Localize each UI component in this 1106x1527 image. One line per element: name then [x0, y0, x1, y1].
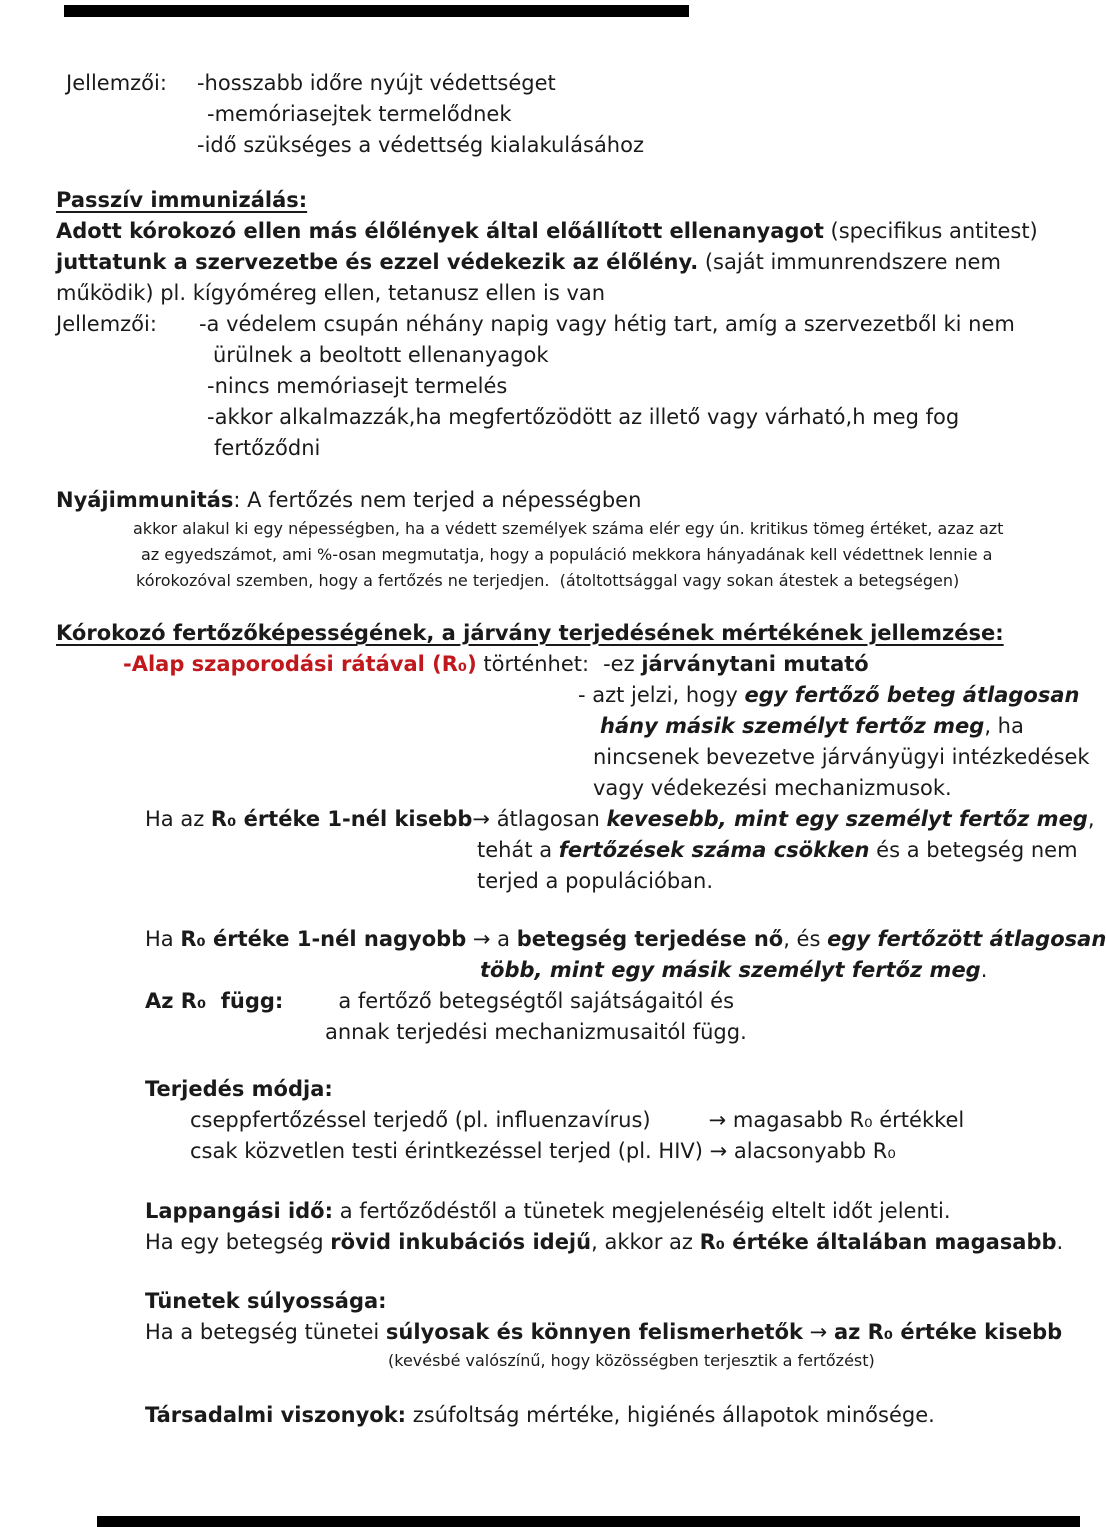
accent-text: -Alap szaporodási rátával (R₀): [123, 652, 477, 676]
text-segment: rövid inkubációs idejű: [330, 1230, 592, 1254]
text-line: [593, 742, 1090, 773]
line-jellemzoi-aktiv: [66, 68, 1080, 99]
text-line: [214, 433, 1080, 464]
text-segment: kórokozóval szemben, hogy a fertőzés ne terjedjen. (átoltottsággal vagy sokan átestek a betegségen): [136, 571, 960, 590]
heading-korokozo-fertozokepessege: [56, 618, 1080, 649]
text-segment: .: [980, 958, 988, 982]
text-segment: cseppfertőzéssel terjedő (pl. influenzavírus): [190, 1108, 651, 1132]
section-gap: [0, 161, 1080, 185]
section-gap: [0, 1167, 1080, 1196]
section-gap: [0, 594, 1080, 618]
text-line: [578, 680, 1080, 711]
text-segment: -ez: [603, 652, 642, 676]
text-segment: a fertőző betegségtől sajátságaitól és: [338, 989, 735, 1013]
text-segment: -nincs memóriasejt termelés: [207, 374, 508, 398]
text-segment: → magasabb R₀ értékkel: [708, 1108, 965, 1132]
text-segment: R₀ értéke 1-nél nagyobb: [180, 927, 467, 951]
text-segment: egy fertőző beteg átlagosan: [744, 683, 1080, 707]
text-segment: Társadalmi viszonyok:: [145, 1403, 407, 1427]
text-segment: Ha: [145, 927, 181, 951]
text-segment: ürülnek a beoltott ellenanyagok: [213, 343, 549, 367]
text-segment: Ha az: [145, 807, 211, 831]
text-segment: az R₀ értéke kisebb: [833, 1320, 1063, 1344]
text-line: [593, 773, 1080, 804]
text-segment: (kevésbé valószínű, hogy közösségben terjesztik a fertőzést): [388, 1351, 875, 1370]
heading-passziv-immunizalas: [56, 185, 1080, 216]
text-line: [207, 371, 1080, 402]
text-segment: Nyájimmunitás: [56, 488, 234, 512]
text-segment: súlyosak és könnyen felismerhetők: [385, 1320, 803, 1344]
text-segment: járványtani mutató: [641, 652, 869, 676]
text-segment: Az R₀ függ:: [145, 989, 284, 1013]
text-segment: -akkor alkalmazzák,ha megfertőzödött az illető vagy várható,h meg fog: [207, 405, 960, 429]
text-segment: a fertőződéstől a tünetek megjelenéséig eltelt időt jelenti.: [333, 1199, 951, 1223]
text-segment: működik) pl. kígyóméreg ellen, tetanusz ellen is van: [56, 281, 606, 305]
section-gap: [0, 897, 1080, 924]
subheading-tarsadalmi-viszonyok: [145, 1400, 1080, 1431]
text-segment: , és: [783, 927, 828, 951]
text-segment: nincsenek bevezetve járványügyi intézkedések: [593, 745, 1090, 769]
text-line: [207, 402, 1080, 433]
text-segment: Ha egy betegség: [145, 1230, 331, 1254]
text-line: [136, 568, 1080, 594]
text-segment: fertőzések száma csökken: [558, 838, 870, 862]
text-segment: R₀ értéke 1-nél kisebb: [210, 807, 473, 831]
text-line: [145, 1317, 1080, 1348]
subheading-terjedes-modja: [145, 1074, 1080, 1105]
text-segment: , akkor az: [591, 1230, 700, 1254]
line-az-r0-fugg: [145, 986, 1080, 1017]
text-segment: Jellemzői:: [56, 312, 157, 336]
text-segment: Tünetek súlyossága:: [145, 1289, 387, 1313]
text-segment: fertőződni: [214, 436, 321, 460]
text-segment: , ha: [984, 714, 1024, 738]
text-segment: (specifikus antitest): [823, 219, 1038, 243]
text-segment: juttatunk a szervezetbe és ezzel védekezik az élőlény.: [56, 250, 699, 274]
text-segment: annak terjedési mechanizmusaitól függ.: [325, 1020, 747, 1044]
section-gap: [0, 464, 1080, 485]
text-segment: → a: [466, 927, 517, 951]
text-line: [56, 247, 1080, 278]
line-r0-kisebb: [145, 804, 1095, 835]
text-segment: →: [803, 1320, 834, 1344]
text-line: [477, 866, 1080, 897]
text-segment: → átlagosan: [472, 807, 607, 831]
text-segment: Adott kórokozó ellen más élőlények által előállított ellenanyagot: [56, 219, 824, 243]
text-line: [145, 1227, 1080, 1258]
text-segment: több, mint egy másik személyt fertőz meg: [480, 958, 981, 982]
text-segment: történhet:: [476, 652, 590, 676]
text-segment: Jellemzői:: [66, 71, 167, 95]
text-line: [197, 130, 1080, 161]
text-segment: ,: [1087, 807, 1095, 831]
text-line: [56, 216, 1080, 247]
text-segment: az egyedszámot, ami %-osan megmutatja, hogy a populáció mekkora hányadának kell védettnek lennie a: [141, 545, 993, 564]
text-line: [190, 1105, 1080, 1136]
text-segment: -idő szükséges a védettség kialakulásához: [197, 133, 644, 157]
text-line: [207, 99, 1080, 130]
text-line: [477, 835, 1080, 866]
text-segment: kevesebb, mint egy személyt fertőz meg: [606, 807, 1088, 831]
section-gap: [0, 1374, 1080, 1400]
heading-nyajimmunitas: [56, 485, 1080, 516]
text-line: [141, 542, 1080, 568]
text-segment: zsúfoltság mértéke, higiénés állapotok minősége.: [406, 1403, 935, 1427]
text-segment: Terjedés módja:: [145, 1077, 333, 1101]
subheading-lappangasi-ido: [145, 1196, 1080, 1227]
text-segment: .: [1056, 1230, 1064, 1254]
text-line: [190, 1136, 1080, 1167]
text-line: [600, 711, 1080, 742]
section-gap: [0, 1258, 1080, 1286]
bottom-crop-bar: [97, 1516, 1080, 1527]
text-segment: vagy védekezési mechanizmusok.: [593, 776, 952, 800]
text-line: [56, 278, 1080, 309]
text-line: [480, 955, 1080, 986]
text-segment: tehát a: [477, 838, 559, 862]
text-line: [133, 516, 1080, 542]
text-segment: Kórokozó fertőzőképességének, a járvány terjedésének mértékének jellemzése:: [56, 621, 1004, 645]
text-segment: -memóriasejtek termelődnek: [207, 102, 512, 126]
text-line: [325, 1017, 1080, 1048]
text-segment: hány másik személyt fertőz meg: [600, 714, 985, 738]
text-segment: Lappangási idő:: [145, 1199, 334, 1223]
text-segment: -hosszabb időre nyújt védettséget: [196, 71, 556, 95]
text-segment: akkor alakul ki egy népességben, ha a védett személyek száma elér egy ún. kritikus tömeg értéket, azaz azt: [133, 519, 1004, 538]
text-segment: betegség terjedése nő: [516, 927, 784, 951]
line-jellemzoi-passziv: [56, 309, 1080, 340]
subheading-tunetek-sulyossaga: [145, 1286, 1080, 1317]
text-segment: csak közvetlen testi érintkezéssel terjed (pl. HIV) → alacsonyabb R₀: [190, 1139, 896, 1163]
text-segment: Ha a betegség tünetei: [145, 1320, 386, 1344]
text-segment: terjed a populációban.: [477, 869, 714, 893]
text-segment: és a betegség nem: [869, 838, 1078, 862]
text-line: [213, 340, 1080, 371]
text-segment: -a védelem csupán néhány napig vagy hétig tart, amíg a szervezetből ki nem: [198, 312, 1015, 336]
line-alap-szaporodasi-rata: [123, 649, 1080, 680]
line-r0-nagyobb: [145, 924, 1106, 955]
text-segment: Passzív immunizálás:: [56, 188, 308, 212]
text-segment: R₀ értéke általában magasabb: [699, 1230, 1057, 1254]
section-gap: [0, 1048, 1080, 1074]
text-segment: (saját immunrendszere nem: [698, 250, 1001, 274]
text-line: [388, 1348, 1080, 1374]
text-segment: : A fertőzés nem terjed a népességben: [233, 488, 642, 512]
text-segment: - azt jelzi, hogy: [578, 683, 745, 707]
text-segment: egy fertőzött átlagosan: [827, 927, 1106, 951]
